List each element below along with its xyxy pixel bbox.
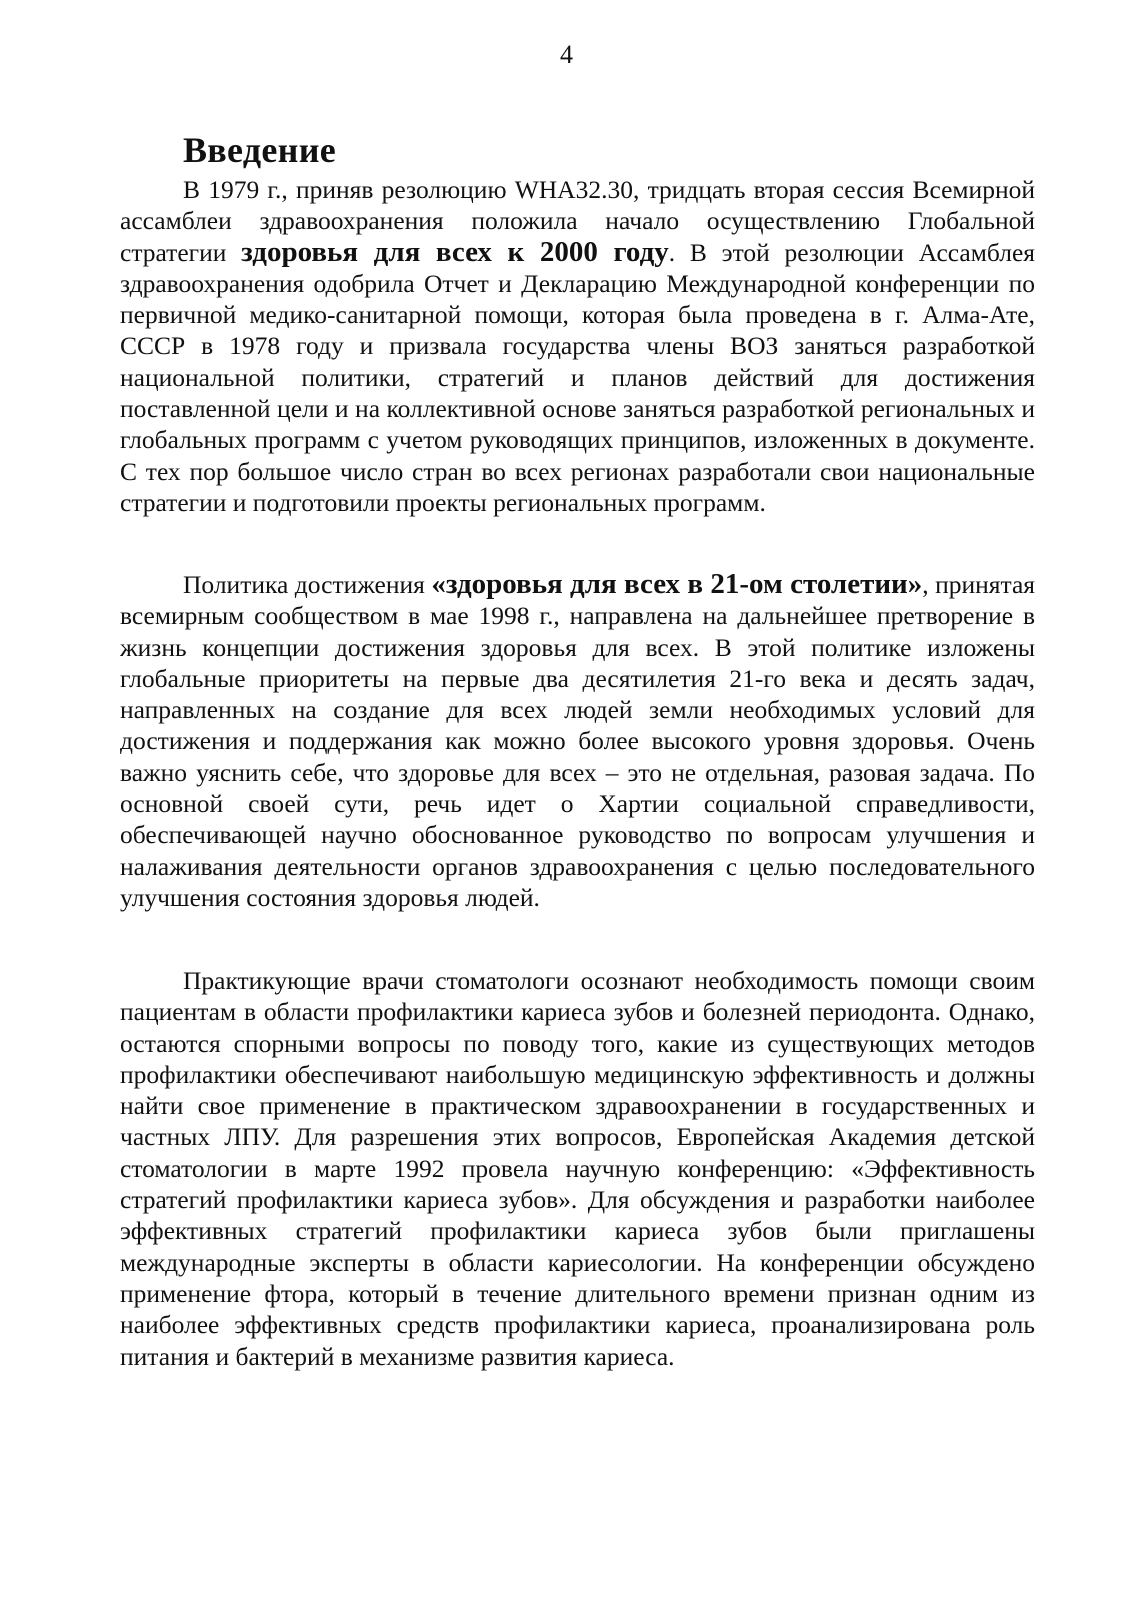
paragraph-2-text-end: , принятая всемирным сообществом в мае 1998 г., направлена на дальнейшее претворение в жизнь концепции достижения здоровья для всех. В этой политике изложены глобальные приоритеты на первые два десятилетия 21-го века и десять задач, направленных на создание для всех людей земли необходимых условий для достижения и поддержания как можно более высокого уровня здоровья. Очень важно уяснить себе, что здоровье для всех – это не отдельная, разовая задача. По основной своей сути, речь идет о Хартии социальной справедливости, обеспечивающей научно обоснованное руководство по вопросам улучшения и налаживания деятельности органов здравоохранения с целью последовательного улучшения состояния здоровья людей. xyxy=(120,570,1036,912)
paragraph-1-text-end: . В этой резолюции Ассамблея здравоохранения одобрила Отчет и Декларацию Международной конференции по первичной медико-санитарной помощи, которая была проведена в г. Алма-Ате, СССР в 1978 году и призвала государства члены ВОЗ заняться разработкой национальной политики, стратегий и планов действий для достижения поставленной цели и на коллективной основе заняться разработкой региональных и глобальных программ с учетом руководящих принципов, изложенных в документе. С тех пор большое число стран во всех регионах разработали свои национальные стратегии и подготовили проекты региональных программ. xyxy=(120,237,1035,517)
paragraph-1-text-start: В 1979 г., приняв резолюцию WHA32.30, тридцать вторая сессия Всемирной ассамблеи здравоохранения положила начало осуществлению Глобальной стратегии xyxy=(120,175,1035,267)
paragraph-1 xyxy=(120,174,1035,518)
section-title: Введение xyxy=(183,130,337,170)
page-number: 4 xyxy=(560,40,573,69)
paragraph-2-emphasis: «здоровья для всех в 21-ом столетии» xyxy=(431,568,923,600)
paragraph-2 xyxy=(120,569,1035,913)
paragraph-3: Практикующие врачи стоматологи осознают необходимость помощи своим пациентам в области профилактики кариеса зубов и болезней периодонта. Однако, остаются спорными вопросы по поводу того, какие из существующих методов профилактики обеспечивают наибольшую медицинскую эффективность и должны найти свое применение в практическом здравоохранении в государственных и частных ЛПУ. Для разрешения этих вопросов, Европейская Академия детской стоматологии в марте 1992 провела научную конференцию: «Эффективность стратегий профилактики кариеса зубов». Для обсуждения и разработки наиболее эффективных стратегий профилактики кариеса зубов были приглашены международные эксперты в области кариесологии. На конференции обсуждено применение фтора, который в течение длительного времени признан одним из наиболее эффективных средств профилактики кариеса, проанализирована роль питания и бактерий в механизме развития кариеса. xyxy=(120,966,1035,1371)
paragraph-2-text-start: Политика достижения xyxy=(183,570,432,599)
paragraph-1-emphasis: здоровья для всех к 2000 году xyxy=(241,235,669,268)
